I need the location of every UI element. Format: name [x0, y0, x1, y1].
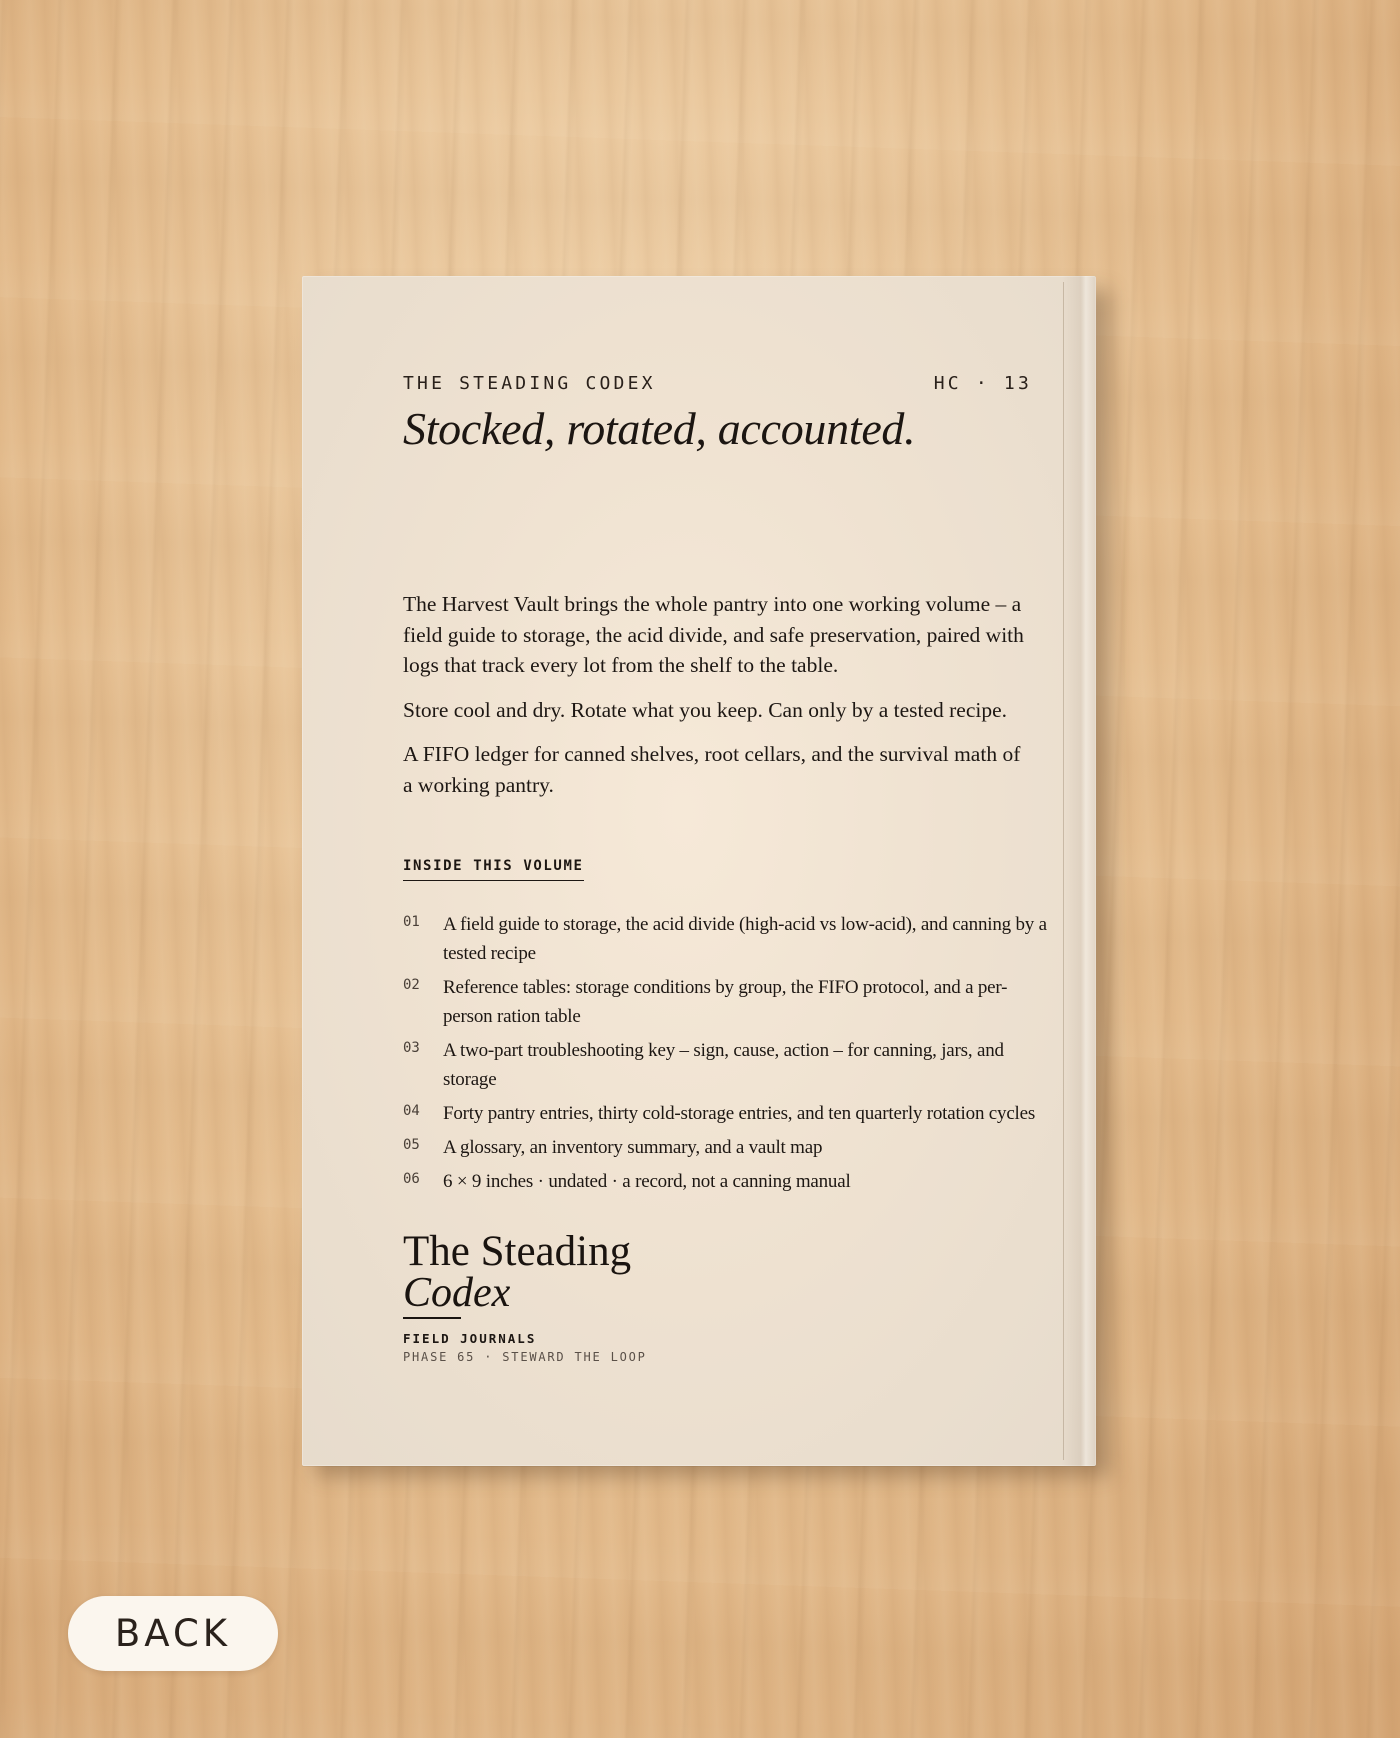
- back-button[interactable]: BACK: [68, 1596, 278, 1671]
- cover-tagline: Stocked, rotated, accounted.: [403, 403, 916, 454]
- contents-item: [403, 1099, 1053, 1128]
- contents-item-text: 6 × 9 inches · undated · a record, not a canning manual: [443, 1171, 851, 1192]
- imprint-subtitle: PHASE 65 · STEWARD THE LOOP: [403, 1350, 647, 1364]
- imprint-name: FIELD JOURNALS: [403, 1331, 537, 1346]
- spine-crease: [1063, 282, 1064, 1460]
- contents-item-text: Reference tables: storage conditions by group, the FIFO protocol, and a per-person ration table: [443, 977, 1008, 1027]
- contents-item-number: 03: [403, 1040, 420, 1056]
- contents-item-text: A two-part troubleshooting key – sign, cause, action – for canning, jars, and storage: [443, 1040, 1004, 1090]
- contents-item: [403, 973, 1053, 1031]
- book-back-cover: [302, 276, 1096, 1466]
- publisher-logo: [403, 1230, 631, 1319]
- logo-wordmark-line1: The Steading: [403, 1228, 632, 1275]
- series-code: HC · 13: [933, 373, 1032, 394]
- contents-item-number: 06: [403, 1171, 420, 1187]
- series-name: THE STEADING CODEX: [403, 373, 656, 394]
- cover-description: [403, 589, 1033, 814]
- contents-item-text: A glossary, an inventory summary, and a vault map: [443, 1137, 823, 1158]
- contents-item-number: 04: [403, 1103, 420, 1119]
- imprint: [403, 1330, 647, 1366]
- page-edge: [1062, 276, 1096, 1466]
- contents-item: [403, 910, 1053, 968]
- contents-item-number: 05: [403, 1137, 420, 1153]
- description-paragraph: The Harvest Vault brings the whole pantry into one working volume – a field guide to storage, the acid divide, and safe preservation, paired with logs that track every lot from the shelf to the table.: [403, 592, 1024, 677]
- description-paragraph: A FIFO ledger for canned shelves, root cellars, and the survival math of a working pantry.: [403, 742, 1021, 797]
- logo-wordmark-line2: Codex: [403, 1270, 511, 1316]
- contents-item-number: 02: [403, 977, 420, 993]
- contents-item: [403, 1036, 1053, 1094]
- contents-item: [403, 1167, 1053, 1196]
- contents-list: [403, 910, 1053, 1201]
- contents-item-text: A field guide to storage, the acid divide (high-acid vs low-acid), and canning by a tested recipe: [443, 914, 1047, 964]
- contents-item-number: 01: [403, 914, 420, 930]
- logo-rule: [403, 1317, 461, 1319]
- contents-item: [403, 1133, 1053, 1162]
- description-paragraph: Store cool and dry. Rotate what you keep. Can only by a tested recipe.: [403, 697, 1008, 722]
- inside-volume-heading: INSIDE THIS VOLUME: [403, 858, 584, 881]
- contents-item-text: Forty pantry entries, thirty cold-storage entries, and ten quarterly rotation cycles: [443, 1103, 1036, 1124]
